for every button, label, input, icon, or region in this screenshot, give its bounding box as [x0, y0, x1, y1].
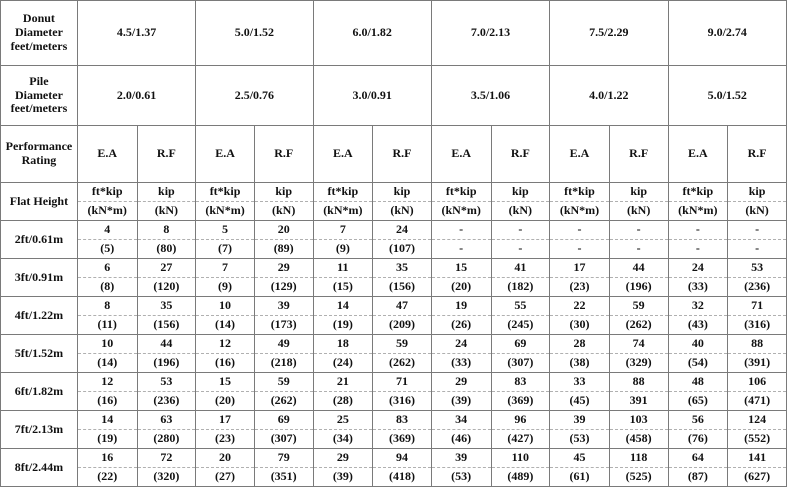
rating-ea: E.A: [550, 126, 610, 183]
value-cell-imperial: 7: [313, 221, 373, 240]
value-cell-imperial: 49: [254, 335, 313, 354]
value-cell-imperial: 45: [550, 449, 610, 468]
value-cell-imperial: 39: [254, 297, 313, 316]
value-cell-imperial: 83: [491, 373, 550, 392]
rating-ea: E.A: [431, 126, 491, 183]
value-cell-metric: (26): [431, 316, 491, 335]
value-cell-imperial: 39: [431, 449, 491, 468]
unit-ft-kip: ft*kip: [77, 183, 137, 202]
value-cell-metric: (262): [254, 392, 313, 411]
value-cell-imperial: 106: [728, 373, 787, 392]
value-cell-imperial: 28: [550, 335, 610, 354]
value-cell-metric: (87): [668, 468, 728, 487]
value-cell-imperial: 44: [137, 335, 196, 354]
value-cell-metric: (489): [491, 468, 550, 487]
value-cell-imperial: 19: [431, 297, 491, 316]
value-cell-imperial: 59: [609, 297, 668, 316]
value-cell-metric: (16): [196, 354, 255, 373]
rating-rf: R.F: [137, 126, 196, 183]
value-cell-metric: (20): [431, 278, 491, 297]
value-cell-metric: -: [491, 240, 550, 259]
value-cell-metric: (627): [728, 468, 787, 487]
pile-size-cell: 2.5/0.76: [196, 66, 313, 126]
value-cell-metric: (45): [550, 392, 610, 411]
value-cell-imperial: 15: [431, 259, 491, 278]
value-cell-imperial: 59: [373, 335, 432, 354]
value-cell-metric: (19): [77, 430, 137, 449]
unit-ft-kip: ft*kip: [431, 183, 491, 202]
value-cell-imperial: 12: [196, 335, 255, 354]
rating-rf: R.F: [373, 126, 432, 183]
unit-ft-kip: ft*kip: [313, 183, 373, 202]
value-cell-metric: (39): [431, 392, 491, 411]
unit-kn: (kN): [137, 202, 196, 221]
value-cell-imperial: 29: [254, 259, 313, 278]
table-row: [1, 468, 787, 487]
value-cell-imperial: 44: [609, 259, 668, 278]
unit-kip: kip: [254, 183, 313, 202]
value-cell-metric: (458): [609, 430, 668, 449]
rating-rf: R.F: [728, 126, 787, 183]
value-cell-imperial: 35: [137, 297, 196, 316]
donut-size-cell: 9.0/2.74: [668, 1, 787, 66]
value-cell-imperial: 27: [137, 259, 196, 278]
table-row: [1, 240, 787, 259]
flat-height-cell: 5ft/1.52m: [1, 335, 78, 373]
flat-height-label: Flat Height: [1, 183, 78, 221]
unit-kn: (kN): [373, 202, 432, 221]
value-cell-metric: (20): [196, 392, 255, 411]
unit-ft-kip: ft*kip: [668, 183, 728, 202]
value-cell-metric: (39): [313, 468, 373, 487]
value-cell-imperial: 29: [313, 449, 373, 468]
rating-rf: R.F: [491, 126, 550, 183]
unit-kn-m: (kN*m): [313, 202, 373, 221]
value-cell-metric: (34): [313, 430, 373, 449]
value-cell-metric: (38): [550, 354, 610, 373]
value-cell-metric: (120): [137, 278, 196, 297]
value-cell-imperial: 15: [196, 373, 255, 392]
value-cell-metric: (53): [550, 430, 610, 449]
value-cell-metric: (14): [196, 316, 255, 335]
value-cell-imperial: 24: [373, 221, 432, 240]
value-cell-imperial: -: [728, 221, 787, 240]
value-cell-metric: (418): [373, 468, 432, 487]
donut-size-cell: 4.5/1.37: [77, 1, 195, 66]
value-cell-metric: (27): [196, 468, 255, 487]
value-cell-metric: (22): [77, 468, 137, 487]
value-cell-metric: (107): [373, 240, 432, 259]
rating-ea: E.A: [77, 126, 137, 183]
value-cell-imperial: 33: [550, 373, 610, 392]
value-cell-metric: (280): [137, 430, 196, 449]
value-cell-metric: (262): [609, 316, 668, 335]
value-cell-imperial: 17: [550, 259, 610, 278]
value-cell-imperial: 83: [373, 411, 432, 430]
value-cell-imperial: 4: [77, 221, 137, 240]
flat-height-cell: 7ft/2.13m: [1, 411, 78, 449]
value-cell-metric: -: [728, 240, 787, 259]
value-cell-metric: (316): [728, 316, 787, 335]
value-cell-imperial: 124: [728, 411, 787, 430]
value-cell-imperial: 6: [77, 259, 137, 278]
value-cell-imperial: 11: [313, 259, 373, 278]
value-cell-imperial: 18: [313, 335, 373, 354]
unit-kn-m: (kN*m): [77, 202, 137, 221]
value-cell-imperial: 39: [550, 411, 610, 430]
value-cell-metric: (30): [550, 316, 610, 335]
unit-kip: kip: [728, 183, 787, 202]
value-cell-metric: (307): [254, 430, 313, 449]
value-cell-metric: (351): [254, 468, 313, 487]
rating-ea: E.A: [196, 126, 255, 183]
table-row: [1, 297, 787, 316]
pile-size-cell: 2.0/0.61: [77, 66, 195, 126]
rating-ea: E.A: [313, 126, 373, 183]
value-cell-imperial: 72: [137, 449, 196, 468]
value-cell-metric: (329): [609, 354, 668, 373]
value-cell-metric: 391: [609, 392, 668, 411]
value-cell-metric: (209): [373, 316, 432, 335]
value-cell-metric: (9): [196, 278, 255, 297]
value-cell-metric: (427): [491, 430, 550, 449]
value-cell-imperial: 94: [373, 449, 432, 468]
value-cell-imperial: 22: [550, 297, 610, 316]
value-cell-metric: (316): [373, 392, 432, 411]
value-cell-imperial: 47: [373, 297, 432, 316]
value-cell-imperial: 40: [668, 335, 728, 354]
unit-kip: kip: [609, 183, 668, 202]
value-cell-metric: (218): [254, 354, 313, 373]
value-cell-imperial: 103: [609, 411, 668, 430]
value-cell-metric: (53): [431, 468, 491, 487]
value-cell-imperial: 53: [728, 259, 787, 278]
value-cell-imperial: 7: [196, 259, 255, 278]
flat-height-cell: 8ft/2.44m: [1, 449, 78, 487]
value-cell-metric: (15): [313, 278, 373, 297]
value-cell-imperial: 56: [668, 411, 728, 430]
value-cell-metric: (156): [373, 278, 432, 297]
value-cell-imperial: 10: [77, 335, 137, 354]
value-cell-metric: (236): [728, 278, 787, 297]
value-cell-imperial: 41: [491, 259, 550, 278]
value-cell-imperial: 141: [728, 449, 787, 468]
value-cell-metric: (245): [491, 316, 550, 335]
unit-kip: kip: [491, 183, 550, 202]
value-cell-imperial: -: [550, 221, 610, 240]
value-cell-metric: (173): [254, 316, 313, 335]
unit-kn: (kN): [254, 202, 313, 221]
value-cell-metric: (182): [491, 278, 550, 297]
value-cell-imperial: 110: [491, 449, 550, 468]
unit-kn-m: (kN*m): [431, 202, 491, 221]
value-cell-metric: (369): [491, 392, 550, 411]
value-cell-imperial: 79: [254, 449, 313, 468]
value-cell-metric: (33): [431, 354, 491, 373]
value-cell-imperial: 10: [196, 297, 255, 316]
value-cell-imperial: -: [609, 221, 668, 240]
unit-ft-kip: ft*kip: [196, 183, 255, 202]
pile-size-cell: 3.5/1.06: [431, 66, 549, 126]
value-cell-imperial: 63: [137, 411, 196, 430]
unit-kip: kip: [137, 183, 196, 202]
unit-kn: (kN): [609, 202, 668, 221]
value-cell-imperial: 14: [77, 411, 137, 430]
value-cell-imperial: 8: [77, 297, 137, 316]
value-cell-metric: (24): [313, 354, 373, 373]
value-cell-metric: (54): [668, 354, 728, 373]
value-cell-metric: (61): [550, 468, 610, 487]
value-cell-imperial: 64: [668, 449, 728, 468]
value-cell-metric: (369): [373, 430, 432, 449]
value-cell-metric: -: [668, 240, 728, 259]
value-cell-metric: (552): [728, 430, 787, 449]
value-cell-metric: (391): [728, 354, 787, 373]
value-cell-metric: (11): [77, 316, 137, 335]
value-cell-imperial: 53: [137, 373, 196, 392]
flat-height-cell: 2ft/0.61m: [1, 221, 78, 259]
unit-kn-m: (kN*m): [668, 202, 728, 221]
table-row: [1, 221, 787, 240]
value-cell-imperial: -: [668, 221, 728, 240]
table-row: [1, 411, 787, 430]
value-cell-metric: -: [431, 240, 491, 259]
value-cell-imperial: 88: [728, 335, 787, 354]
pile-diameter-label: Pile Diameter feet/meters: [1, 66, 78, 126]
value-cell-metric: (525): [609, 468, 668, 487]
value-cell-metric: (23): [196, 430, 255, 449]
value-cell-imperial: 17: [196, 411, 255, 430]
value-cell-imperial: 34: [431, 411, 491, 430]
value-cell-metric: -: [550, 240, 610, 259]
table-row: [1, 430, 787, 449]
value-cell-imperial: 69: [491, 335, 550, 354]
value-cell-imperial: 118: [609, 449, 668, 468]
donut-size-cell: 6.0/1.82: [313, 1, 431, 66]
pile-size-cell: 3.0/0.91: [313, 66, 431, 126]
value-cell-imperial: 8: [137, 221, 196, 240]
value-cell-metric: (14): [77, 354, 137, 373]
value-cell-metric: (196): [137, 354, 196, 373]
value-cell-imperial: 88: [609, 373, 668, 392]
value-cell-metric: (76): [668, 430, 728, 449]
value-cell-imperial: 55: [491, 297, 550, 316]
flat-height-cell: 4ft/1.22m: [1, 297, 78, 335]
value-cell-metric: (23): [550, 278, 610, 297]
value-cell-metric: (471): [728, 392, 787, 411]
unit-kn: (kN): [491, 202, 550, 221]
value-cell-metric: (33): [668, 278, 728, 297]
value-cell-imperial: 69: [254, 411, 313, 430]
unit-kn-m: (kN*m): [550, 202, 610, 221]
value-cell-metric: (9): [313, 240, 373, 259]
units-metric-row: [1, 202, 787, 221]
table-row: [1, 316, 787, 335]
value-cell-imperial: 24: [431, 335, 491, 354]
units-imperial-row: [1, 183, 787, 202]
value-cell-metric: (19): [313, 316, 373, 335]
table-row: [1, 335, 787, 354]
value-cell-metric: (7): [196, 240, 255, 259]
donut-diameter-label: Donut Diameter feet/meters: [1, 1, 78, 66]
value-cell-imperial: 12: [77, 373, 137, 392]
value-cell-metric: -: [609, 240, 668, 259]
rating-rf: R.F: [254, 126, 313, 183]
rating-ea: E.A: [668, 126, 728, 183]
value-cell-imperial: 35: [373, 259, 432, 278]
value-cell-imperial: -: [491, 221, 550, 240]
value-cell-imperial: 21: [313, 373, 373, 392]
value-cell-metric: (320): [137, 468, 196, 487]
value-cell-metric: (156): [137, 316, 196, 335]
value-cell-imperial: 32: [668, 297, 728, 316]
value-cell-metric: (262): [373, 354, 432, 373]
value-cell-metric: (5): [77, 240, 137, 259]
value-cell-imperial: 29: [431, 373, 491, 392]
pile-diameter-row: [1, 66, 787, 126]
table-row: [1, 373, 787, 392]
value-cell-imperial: -: [431, 221, 491, 240]
value-cell-metric: (28): [313, 392, 373, 411]
donut-diameter-row: [1, 1, 787, 66]
value-cell-imperial: 74: [609, 335, 668, 354]
unit-kn-m: (kN*m): [196, 202, 255, 221]
performance-rating-row: [1, 126, 787, 183]
value-cell-imperial: 48: [668, 373, 728, 392]
value-cell-metric: (236): [137, 392, 196, 411]
value-cell-imperial: 71: [728, 297, 787, 316]
value-cell-metric: (129): [254, 278, 313, 297]
value-cell-imperial: 71: [373, 373, 432, 392]
flat-height-cell: 6ft/1.82m: [1, 373, 78, 411]
value-cell-imperial: 25: [313, 411, 373, 430]
value-cell-metric: (8): [77, 278, 137, 297]
value-cell-imperial: 16: [77, 449, 137, 468]
value-cell-metric: (89): [254, 240, 313, 259]
donut-size-cell: 5.0/1.52: [196, 1, 313, 66]
donut-size-cell: 7.5/2.29: [550, 1, 668, 66]
performance-rating-label: Performance Rating: [1, 126, 78, 183]
unit-kip: kip: [373, 183, 432, 202]
value-cell-metric: (65): [668, 392, 728, 411]
value-cell-metric: (43): [668, 316, 728, 335]
donut-size-cell: 7.0/2.13: [431, 1, 549, 66]
table-row: [1, 354, 787, 373]
value-cell-imperial: 59: [254, 373, 313, 392]
value-cell-imperial: 20: [196, 449, 255, 468]
value-cell-imperial: 20: [254, 221, 313, 240]
pile-size-cell: 4.0/1.22: [550, 66, 668, 126]
value-cell-imperial: 24: [668, 259, 728, 278]
table-row: [1, 392, 787, 411]
unit-ft-kip: ft*kip: [550, 183, 610, 202]
value-cell-imperial: 5: [196, 221, 255, 240]
value-cell-metric: (307): [491, 354, 550, 373]
pile-size-cell: 5.0/1.52: [668, 66, 787, 126]
unit-kn: (kN): [728, 202, 787, 221]
flat-height-cell: 3ft/0.91m: [1, 259, 78, 297]
table-row: [1, 259, 787, 278]
value-cell-imperial: 96: [491, 411, 550, 430]
value-cell-metric: (46): [431, 430, 491, 449]
rating-rf: R.F: [609, 126, 668, 183]
value-cell-metric: (16): [77, 392, 137, 411]
value-cell-metric: (196): [609, 278, 668, 297]
table-row: [1, 278, 787, 297]
value-cell-imperial: 14: [313, 297, 373, 316]
value-cell-metric: (80): [137, 240, 196, 259]
